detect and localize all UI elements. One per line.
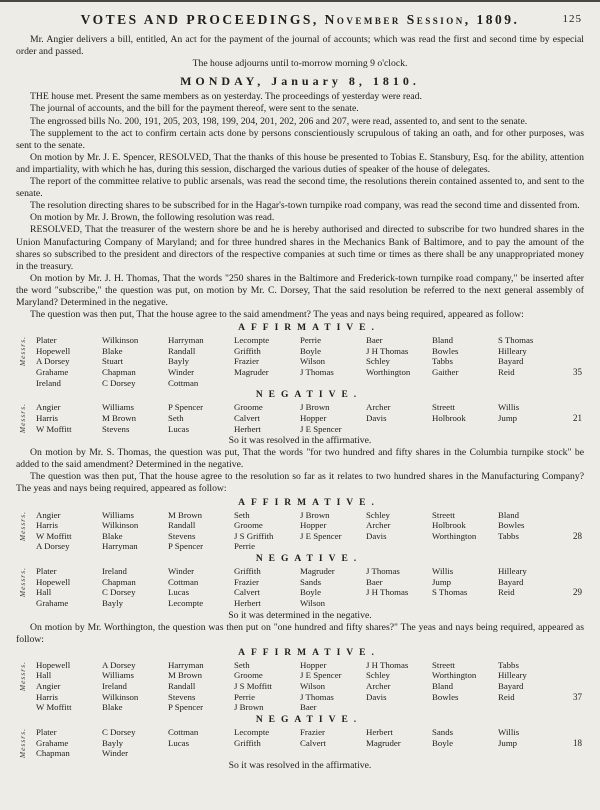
voter-name: J Thomas bbox=[366, 566, 400, 577]
vote-row bbox=[36, 727, 582, 738]
voter-name: Groome bbox=[234, 520, 263, 531]
voter-name: Reid bbox=[498, 367, 515, 378]
messrs-label: Messrs. bbox=[18, 727, 27, 758]
voter-name: Calvert bbox=[234, 587, 260, 598]
vote-tally bbox=[564, 378, 582, 389]
voter-name: Frazier bbox=[300, 726, 325, 737]
voter-name: Angier bbox=[36, 509, 61, 520]
voter-name: Holbrook bbox=[432, 520, 466, 531]
vote-tally bbox=[564, 566, 582, 577]
voter-name: Winder bbox=[168, 566, 195, 577]
voter-name: Frazier bbox=[234, 356, 259, 367]
vote-row bbox=[36, 378, 582, 389]
paragraph: On motion by Mr. Worthington, the question was then put on "one hundred and fifty shares?" The yeas and nays being required, appeared as follow: bbox=[16, 621, 584, 645]
vote-tally bbox=[564, 681, 582, 692]
vote-row bbox=[36, 738, 582, 749]
vote-row bbox=[36, 670, 582, 681]
voter-name: Jump bbox=[498, 737, 518, 748]
voter-name: Hall bbox=[36, 670, 52, 681]
voter-name: Perrie bbox=[234, 541, 256, 552]
voter-name: Wilkinson bbox=[102, 520, 139, 531]
vote-tally: 37 bbox=[573, 691, 582, 702]
voter-name: Baer bbox=[366, 335, 383, 346]
voter-name: Harryman bbox=[168, 335, 204, 346]
voter-name: J H Thomas bbox=[366, 659, 409, 670]
voter-name: Willis bbox=[498, 402, 520, 413]
voter-name: P Spencer bbox=[168, 541, 204, 552]
voter-name: Ireland bbox=[102, 681, 127, 692]
voter-name: Hopewell bbox=[36, 659, 71, 670]
voter-name: J Brown bbox=[300, 509, 330, 520]
vote-row bbox=[36, 702, 582, 713]
vote-row bbox=[36, 681, 582, 692]
vote-tally bbox=[564, 748, 582, 759]
voter-name: C Dorsey bbox=[102, 587, 136, 598]
voter-name: M Brown bbox=[168, 509, 202, 520]
vote-tally bbox=[564, 670, 582, 681]
voter-name: Boyle bbox=[300, 587, 322, 598]
centered-line: So it was resolved in the affirmative. bbox=[228, 759, 372, 771]
voter-name bbox=[366, 702, 432, 713]
vote-tally bbox=[564, 598, 582, 609]
voter-name: Calvert bbox=[300, 737, 326, 748]
voter-name: Bayard bbox=[498, 356, 524, 367]
vote-row bbox=[36, 531, 582, 542]
affirmative-heading: AFFIRMATIVE. bbox=[238, 497, 380, 508]
voter-name: Hall bbox=[36, 587, 52, 598]
vote-row bbox=[36, 402, 582, 413]
voter-name bbox=[498, 378, 564, 389]
voter-name: Worthington bbox=[432, 530, 477, 541]
voter-name: J E Spencer bbox=[300, 670, 342, 681]
voter-name bbox=[300, 541, 366, 552]
vote-tally bbox=[564, 702, 582, 713]
voter-name: J Thomas bbox=[300, 691, 334, 702]
voter-name: Magruder bbox=[300, 566, 335, 577]
vote-tally bbox=[564, 727, 582, 738]
voter-name: Reid bbox=[498, 587, 515, 598]
vote-tally bbox=[564, 510, 582, 521]
voter-name bbox=[366, 424, 432, 435]
vote-tally bbox=[564, 424, 582, 435]
voter-name: Hopper bbox=[300, 659, 327, 670]
voter-name: Bowles bbox=[498, 520, 525, 531]
voter-name: J Brown bbox=[234, 702, 264, 713]
voter-name: Schley bbox=[366, 670, 390, 681]
voter-name bbox=[366, 541, 432, 552]
voter-name: Angier bbox=[36, 681, 61, 692]
voter-name: Bayard bbox=[498, 681, 524, 692]
voter-name: A Dorsey bbox=[36, 541, 70, 552]
voter-name: Grahame bbox=[36, 597, 69, 608]
voter-name: Gaither bbox=[432, 367, 459, 378]
voter-name: W Moffitt bbox=[36, 423, 72, 434]
voter-name: Chapman bbox=[102, 576, 136, 587]
voter-name: Jump bbox=[498, 412, 518, 423]
voter-name: W Moffitt bbox=[36, 530, 72, 541]
voter-name: Grahame bbox=[36, 367, 69, 378]
voter-name: Perrie bbox=[300, 335, 322, 346]
voter-name bbox=[498, 748, 564, 759]
voter-name: Blake bbox=[102, 702, 123, 713]
vote-tally: 21 bbox=[573, 412, 582, 423]
voter-name: Sands bbox=[432, 726, 454, 737]
vote-row bbox=[36, 424, 582, 435]
paragraph: Mr. Angier delivers a bill, entitled, An act for the payment of the journal of accounts; which was read the first and second time by especial order and passed. bbox=[16, 34, 584, 58]
paragraph: RESOLVED, That the treasurer of the western shore be and he is hereby authorised and directed to subscribe for two hundred shares in the Union Manufacturing Company of Maryland; and for three hundred shares in the Mechanics Bank of Baltimore, and to pay the amount of the shares so subscribed to the president and directors of the respective companies at such time or times as there shall be any unappropriated money in the treasury. bbox=[16, 224, 584, 272]
paragraph: The resolution directing shares to be subscribed for in the Hagar's-town turnpike road company, was read the second time and dissented from. bbox=[30, 200, 580, 212]
voter-name: Harris bbox=[36, 691, 58, 702]
vote-row bbox=[36, 413, 582, 424]
vote-tally: 29 bbox=[573, 587, 582, 598]
voter-name bbox=[432, 748, 498, 759]
voter-name: Wilkinson bbox=[102, 691, 139, 702]
voter-name: Schley bbox=[366, 509, 390, 520]
vote-table bbox=[18, 714, 584, 759]
vote-table bbox=[18, 647, 584, 713]
affirmative-heading: AFFIRMATIVE. bbox=[238, 323, 380, 334]
voter-name: Archer bbox=[366, 520, 391, 531]
voter-name bbox=[234, 748, 300, 759]
voter-name: J H Thomas bbox=[366, 587, 409, 598]
voter-name: Bland bbox=[432, 681, 454, 692]
vote-tally: 35 bbox=[573, 367, 582, 378]
voter-name: Tabbs bbox=[498, 530, 519, 541]
voter-name: Bayly bbox=[168, 356, 190, 367]
vote-tally bbox=[564, 346, 582, 357]
voter-name bbox=[432, 424, 498, 435]
affirmative-heading: AFFIRMATIVE. bbox=[238, 647, 380, 658]
vote-table bbox=[18, 389, 584, 434]
vote-tally bbox=[564, 335, 582, 346]
vote-row bbox=[36, 598, 582, 609]
voter-name: Williams bbox=[102, 670, 134, 681]
page-number: 125 bbox=[562, 13, 582, 25]
voter-name: Harris bbox=[36, 520, 58, 531]
messrs-label: Messrs. bbox=[18, 510, 27, 541]
voter-name: Worthington bbox=[366, 367, 411, 378]
voter-name: Lucas bbox=[168, 587, 190, 598]
voter-name: Chapman bbox=[102, 367, 136, 378]
vote-table bbox=[18, 497, 584, 552]
vote-tally bbox=[564, 577, 582, 588]
negative-heading: NEGATIVE. bbox=[255, 554, 363, 565]
voter-name: C Dorsey bbox=[102, 377, 136, 388]
centered-line: So it was resolved in the affirmative. bbox=[228, 435, 372, 447]
voter-name: Chapman bbox=[36, 748, 70, 759]
voter-name: Plater bbox=[36, 566, 57, 577]
paragraph: The engrossed bills No. 200, 191, 205, 203, 198, 199, 204, 201, 202, 206 and 207, were read, assented to, and sent to the senate. bbox=[30, 115, 528, 127]
voter-name: Seth bbox=[234, 509, 250, 520]
voter-name: Baer bbox=[366, 576, 383, 587]
vote-row bbox=[36, 335, 582, 346]
voter-name: Willis bbox=[432, 566, 454, 577]
voter-name: Stuart bbox=[102, 356, 124, 367]
vote-row bbox=[36, 692, 582, 703]
voter-name: Lecompte bbox=[234, 726, 270, 737]
negative-heading: NEGATIVE. bbox=[255, 714, 363, 725]
voter-name: Blake bbox=[102, 530, 123, 541]
voter-name: Randall bbox=[168, 345, 196, 356]
negative-heading: NEGATIVE. bbox=[255, 390, 363, 401]
voter-name: Wilson bbox=[300, 356, 326, 367]
vote-row bbox=[36, 346, 582, 357]
voter-name: Wilson bbox=[300, 597, 326, 608]
voter-name: Griffith bbox=[234, 737, 261, 748]
voter-name: Griffith bbox=[234, 566, 261, 577]
voter-name: Magruder bbox=[234, 367, 269, 378]
voter-name: Bayly bbox=[102, 737, 124, 748]
voter-name: Worthington bbox=[432, 670, 477, 681]
voter-name: W Moffitt bbox=[36, 702, 72, 713]
voter-name bbox=[498, 702, 564, 713]
voter-name: S Thomas bbox=[498, 335, 534, 346]
voter-name: Lucas bbox=[168, 737, 190, 748]
voter-name bbox=[366, 598, 432, 609]
voter-name: Wilson bbox=[300, 681, 326, 692]
voter-name: Williams bbox=[102, 402, 134, 413]
vote-tally bbox=[564, 660, 582, 671]
section-heading: MONDAY, January 8, 1810. bbox=[180, 74, 420, 89]
voter-name: Streett bbox=[432, 509, 455, 520]
voter-name: Bayard bbox=[498, 576, 524, 587]
voter-name: A Dorsey bbox=[102, 659, 136, 670]
voter-name: P Spencer bbox=[168, 402, 204, 413]
voter-name: Hilleary bbox=[498, 345, 527, 356]
voter-name: A Dorsey bbox=[36, 356, 70, 367]
voter-name bbox=[498, 598, 564, 609]
paragraph: On motion by Mr. S. Thomas, the question was put, That the words "for two hundred and fifty shares in the Columbia turnpike stock" be added to the said amendment? Determined in the negative. bbox=[16, 447, 584, 471]
vote-row bbox=[36, 520, 582, 531]
vote-tally: 28 bbox=[573, 530, 582, 541]
voter-name: Harryman bbox=[102, 541, 138, 552]
voter-name: Harryman bbox=[168, 659, 204, 670]
vote-tally bbox=[564, 541, 582, 552]
document-body bbox=[16, 34, 584, 772]
voter-name bbox=[432, 541, 498, 552]
voter-name: Bland bbox=[432, 335, 454, 346]
vote-row bbox=[36, 587, 582, 598]
page-header bbox=[16, 12, 584, 28]
voter-name: J S Moffitt bbox=[234, 681, 272, 692]
voter-name: Herbert bbox=[234, 597, 261, 608]
paragraph: The supplement to the act to confirm certain acts done by persons conscientiously scrupulous of taking an oath, and for other purposes, was sent to the senate. bbox=[16, 127, 584, 151]
voter-name: Streett bbox=[432, 402, 455, 413]
voter-name: J E Spencer bbox=[300, 423, 342, 434]
voter-name: Stevens bbox=[168, 691, 196, 702]
messrs-label: Messrs. bbox=[18, 660, 27, 691]
vote-tally bbox=[564, 520, 582, 531]
voter-name: Sands bbox=[300, 576, 322, 587]
voter-name: Jump bbox=[432, 576, 452, 587]
voter-name: Seth bbox=[168, 412, 184, 423]
voter-name: Davis bbox=[366, 530, 387, 541]
voter-name: Archer bbox=[366, 402, 391, 413]
vote-row bbox=[36, 510, 582, 521]
vote-table bbox=[18, 553, 584, 608]
voter-name: Cottman bbox=[168, 377, 199, 388]
voter-name: Cottman bbox=[168, 576, 199, 587]
vote-row bbox=[36, 541, 582, 552]
voter-name: Frazier bbox=[234, 576, 259, 587]
voter-name: Plater bbox=[36, 335, 57, 346]
page-title: VOTES AND PROCEEDINGS, November Session, 1809. bbox=[80, 12, 520, 27]
voter-name: Stevens bbox=[102, 423, 130, 434]
voter-name: Lucas bbox=[168, 423, 190, 434]
voter-name: Hopper bbox=[300, 520, 327, 531]
voter-name: J Thomas bbox=[300, 367, 334, 378]
paragraph: The journal of accounts, and the bill for the payment thereof, were sent to the senate. bbox=[30, 103, 359, 115]
voter-name: Calvert bbox=[234, 412, 260, 423]
voter-name bbox=[432, 378, 498, 389]
voter-name: J Brown bbox=[300, 402, 330, 413]
paragraph: The question was then put, That the house agree to the resolution so far as it relates to two hundred shares in the Manufacturing Company? The yeas and nays being required, appeared as follow: bbox=[16, 471, 584, 495]
voter-name: Ireland bbox=[102, 566, 127, 577]
voter-name: Herbert bbox=[366, 726, 393, 737]
voter-name: S Thomas bbox=[432, 587, 468, 598]
voter-name: Archer bbox=[366, 681, 391, 692]
voter-name: Willis bbox=[498, 726, 520, 737]
voter-name: Lecompte bbox=[168, 597, 204, 608]
voter-name: Schley bbox=[366, 356, 390, 367]
vote-tally: 18 bbox=[573, 737, 582, 748]
voter-name bbox=[498, 424, 564, 435]
paragraph: On motion by Mr. J. E. Spencer, RESOLVED, That the thanks of this house be presented to Tobias E. Stansbury, Esq. for the ability, attention and impartiality, with which he has, during this session, discharged the various duties of speaker of the house of delegates. bbox=[16, 151, 584, 175]
paragraph: The report of the committee relative to public arsenals, was read the second time, the resolutions therein contained assented to, and sent to the senate. bbox=[16, 176, 584, 200]
voter-name: Wilkinson bbox=[102, 335, 139, 346]
vote-table bbox=[18, 322, 584, 388]
voter-name: Randall bbox=[168, 520, 196, 531]
voter-name: Tabbs bbox=[432, 356, 453, 367]
voter-name: Bland bbox=[498, 509, 520, 520]
voter-name: Hilleary bbox=[498, 670, 527, 681]
vote-tally bbox=[564, 356, 582, 367]
messrs-label: Messrs. bbox=[18, 336, 27, 367]
voter-name: Tabbs bbox=[498, 659, 519, 670]
vote-row bbox=[36, 660, 582, 671]
voter-name: Lecompte bbox=[234, 335, 270, 346]
voter-name: Winder bbox=[102, 748, 129, 759]
vote-row bbox=[36, 367, 582, 378]
voter-name: Bayly bbox=[102, 597, 124, 608]
voter-name: Cottman bbox=[168, 726, 199, 737]
voter-name bbox=[234, 378, 300, 389]
paragraph: THE house met. Present the same members as on yesterday. The proceedings of yesterday were read. bbox=[30, 91, 422, 103]
vote-row bbox=[36, 577, 582, 588]
voter-name: Reid bbox=[498, 691, 515, 702]
voter-name: Groome bbox=[234, 670, 263, 681]
voter-name: Seth bbox=[234, 659, 250, 670]
voter-name: Blake bbox=[102, 345, 123, 356]
voter-name: Streett bbox=[432, 659, 455, 670]
voter-name: Boyle bbox=[300, 345, 322, 356]
voter-name: Hopper bbox=[300, 412, 327, 423]
voter-name bbox=[366, 748, 432, 759]
voter-name bbox=[300, 378, 366, 389]
voter-name: Harris bbox=[36, 412, 58, 423]
voter-name: J S Griffith bbox=[234, 530, 274, 541]
paragraph: The question was then put, That the house agree to the said amendment? The yeas and nays being required, appeared as follow: bbox=[30, 309, 524, 321]
voter-name: Perrie bbox=[234, 691, 256, 702]
voter-name bbox=[168, 748, 234, 759]
voter-name: Bowles bbox=[432, 345, 459, 356]
voter-name: Davis bbox=[366, 412, 387, 423]
voter-name: M Brown bbox=[102, 412, 136, 423]
voter-name bbox=[498, 541, 564, 552]
voter-name: Plater bbox=[36, 726, 57, 737]
voter-name bbox=[432, 702, 498, 713]
voter-name: Davis bbox=[366, 691, 387, 702]
voter-name: P Spencer bbox=[168, 702, 204, 713]
voter-name: J H Thomas bbox=[366, 345, 409, 356]
voter-name: Magruder bbox=[366, 737, 401, 748]
voter-name bbox=[300, 748, 366, 759]
paragraph: On motion by Mr. J. H. Thomas, That the words "250 shares in the Baltimore and Frederick-town turnpike road company," be inserted after the word "subscribe," the question was put, on motion by Mr. C. Dorsey, That the said resolution be referred to the next general assembly of Maryland? Determined in the negative. bbox=[16, 272, 584, 308]
messrs-label: Messrs. bbox=[18, 567, 27, 598]
centered-line: So it was determined in the negative. bbox=[228, 609, 372, 621]
voter-name: Randall bbox=[168, 681, 196, 692]
paragraph: On motion by Mr. J. Brown, the following resolution was read. bbox=[30, 212, 275, 224]
voter-name: Ireland bbox=[36, 377, 61, 388]
voter-name: Hilleary bbox=[498, 566, 527, 577]
voter-name: Hopewell bbox=[36, 576, 71, 587]
voter-name bbox=[366, 378, 432, 389]
voter-name: Hopewell bbox=[36, 345, 71, 356]
voter-name: Williams bbox=[102, 509, 134, 520]
voter-name: M Brown bbox=[168, 670, 202, 681]
voter-name: Winder bbox=[168, 367, 195, 378]
voter-name: Holbrook bbox=[432, 412, 466, 423]
voter-name: Stevens bbox=[168, 530, 196, 541]
voter-name: Griffith bbox=[234, 345, 261, 356]
voter-name: Groome bbox=[234, 402, 263, 413]
vote-tally bbox=[564, 402, 582, 413]
voter-name: Grahame bbox=[36, 737, 69, 748]
voter-name: C Dorsey bbox=[102, 726, 136, 737]
centered-line: The house adjourns until to-morrow morning 9 o'clock. bbox=[192, 58, 408, 70]
voter-name: Boyle bbox=[432, 737, 454, 748]
voter-name: Herbert bbox=[234, 423, 261, 434]
voter-name: Baer bbox=[300, 702, 317, 713]
vote-row bbox=[36, 566, 582, 577]
vote-row bbox=[36, 356, 582, 367]
voter-name: Angier bbox=[36, 402, 61, 413]
voter-name: J E Spencer bbox=[300, 530, 342, 541]
vote-row bbox=[36, 748, 582, 759]
voter-name: Bowles bbox=[432, 691, 459, 702]
voter-name bbox=[432, 598, 498, 609]
messrs-label: Messrs. bbox=[18, 403, 27, 434]
